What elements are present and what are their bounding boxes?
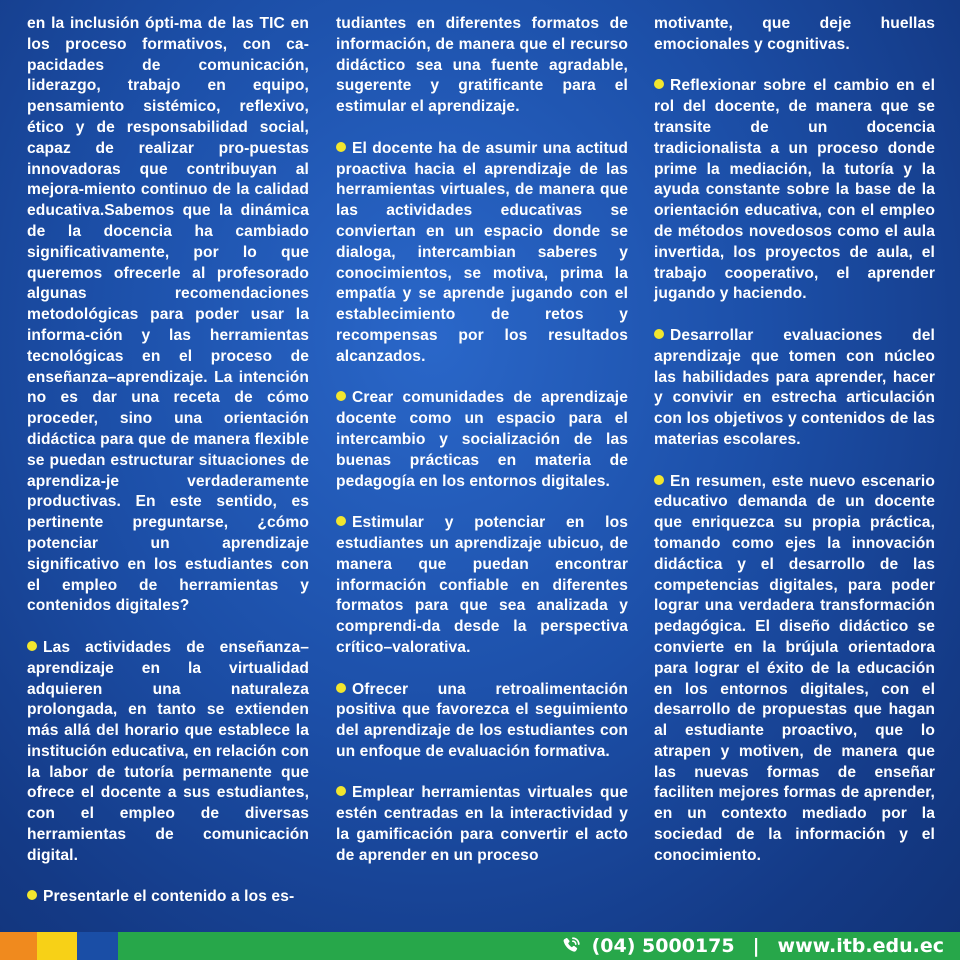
bullet-item [336,388,628,492]
bullet-text: Ofrecer una retroalimentación positiva que favorezca el seguimiento del aprendizaje de los estudiantes con un enfoque de evaluación formativa. [336,680,628,760]
bullet-dot-icon [654,329,664,339]
bullet-dot-icon [336,391,346,401]
bullet-dot-icon [336,683,346,693]
text-column-3 [654,14,935,887]
footer-bar [0,932,960,960]
website-link[interactable]: www.itb.edu.ec [777,935,944,957]
bullet-text: En resumen, este nuevo escenario educativo demanda de un docente que enriquezca su propia práctica, tomando como ejes la innovación didáctica y el desarrollo de las competencias digitales, para poder lograr una verdadera transformación pedagógica. El diseño didáctico se convierte en la brújula orientadora para lograr el éxito de la educación en los entornos digitales, con el desarrollo de propuestas que hagan al estudiante proactivo, que lo atrapen y motiven, de manera que las nuevas formas de enseñar faciliten mejores formas de aprender, en un contexto mediado por la sociedad de la información y el conocimiento. [654,472,935,864]
bullet-text: Presentarle el contenido a los es- [43,888,295,906]
bullet-text: El docente ha de asumir una actitud proactiva hacia el aprendizaje de las herramientas virtuales, de manera que las actividades educativas se conviertan en un espacio donde se dialoga, intercambian saberes y conocimientos, se motiva, prima la empatía y se aprende jugando con el establecimiento de retos y recompensas por los resultados alcanzados. [336,139,628,365]
paragraph: motivante, que deje huellas emocionales y cognitivas. [654,15,935,53]
bullet-item [654,326,935,451]
bullet-text: Emplear herramientas virtuales que estén centradas en la interactividad y la gamificación para convertir el acto de aprender en un proceso [336,784,628,864]
footer-separator: | [752,935,760,957]
bullet-text: Estimular y potenciar en los estudiantes un aprendizaje ubicuo, de manera que puedan encontrar información confiable en diferentes formatos para que sea analizada y comprendi-da desde la perspectiva crítico–valorativa. [336,514,628,656]
footer-stripe-yellow [37,932,77,960]
text-column-2 [336,14,628,887]
bullet-text: Reflexionar sobre el cambio en el rol del docente, de manera que se transite de un docencia tradicionalista a un proceso donde prime la mediación, la tutoría y la ayuda constante sobre la base de la orientación educativa, con el empleo de métodos novedosos como el aula invertida, los proyectos de aula, el trabajo cooperativo, el aprender jugando y haciendo. [654,77,935,303]
paragraph: en la inclusión ópti-ma de las TIC en los proceso formativos, con ca-pacidades de comunicación, liderazgo, trabajo en equipo, pensamiento sistémico, reflexivo, ético y de responsabilidad social, capaz de realizar pro-puestas innovadoras que contribuyan al mejora-miento continuo de la calidad educativa.Sabemos que la dinámica de la docencia ha cambiado significativamente, por lo que queremos ofrecerle al profesorado algunas recomendaciones metodológicas para poder usar la informa-ción y las herramientas tecnológicas en el proceso de enseñanza–aprendizaje. La intención no es dar una receta de cómo proceder, sino una orientación didáctica para que de manera flexible se puedan estructurar situaciones de aprendiza-je verdaderamente productivas. En este sentido, es pertinente preguntarse, ¿cómo potenciar un aprendizaje significativo en los estudiantes con el empleo de herramientas y contenidos digitales? [27,15,309,615]
bullet-dot-icon [336,786,346,796]
bullet-item [336,680,628,763]
bullet-item [336,783,628,866]
bullet-item [336,139,628,368]
phone-number[interactable]: (04) 5000175 [591,935,735,957]
phone-icon [560,935,582,957]
bullet-dot-icon [27,641,37,651]
bullet-dot-icon [654,79,664,89]
bullet-item [27,638,309,867]
text-column-1 [27,14,309,929]
bullet-item [654,472,935,867]
bullet-text: Desarrollar evaluaciones del aprendizaje que tomen con núcleo las habilidades para aprender, hacer y convivir en estrecha articulación con los objetivos y contenidos de las materias escolares. [654,326,935,448]
footer-stripe-blue [77,932,118,960]
bullet-dot-icon [336,142,346,152]
bullet-dot-icon [654,475,664,485]
footer-stripe-orange [0,932,37,960]
bullet-dot-icon [336,516,346,526]
footer-contact [118,932,960,960]
bullet-text: Las actividades de enseñanza–aprendizaje en la virtualidad adquieren una naturaleza prolongada, en tanto se extienden más allá del horario que establece la institución educativa, en relación con la labor de tutoría permanente que ofrece el docente a sus estudiantes, con el empleo de diversas herramientas de comunicación digital. [27,638,309,864]
bullet-text: Crear comunidades de aprendizaje docente como un espacio para el intercambio y socialización de las buenas prácticas en materia de pedagogía en los entornos digitales. [336,389,628,490]
bullet-dot-icon [27,890,37,900]
paragraph: tudiantes en diferentes formatos de información, de manera que el recurso didáctico sea una fuente agradable, sugerente y gratificante para el estimular el aprendizaje. [336,15,628,116]
bullet-item [654,76,935,305]
bullet-item [336,513,628,659]
bullet-item [27,887,309,908]
